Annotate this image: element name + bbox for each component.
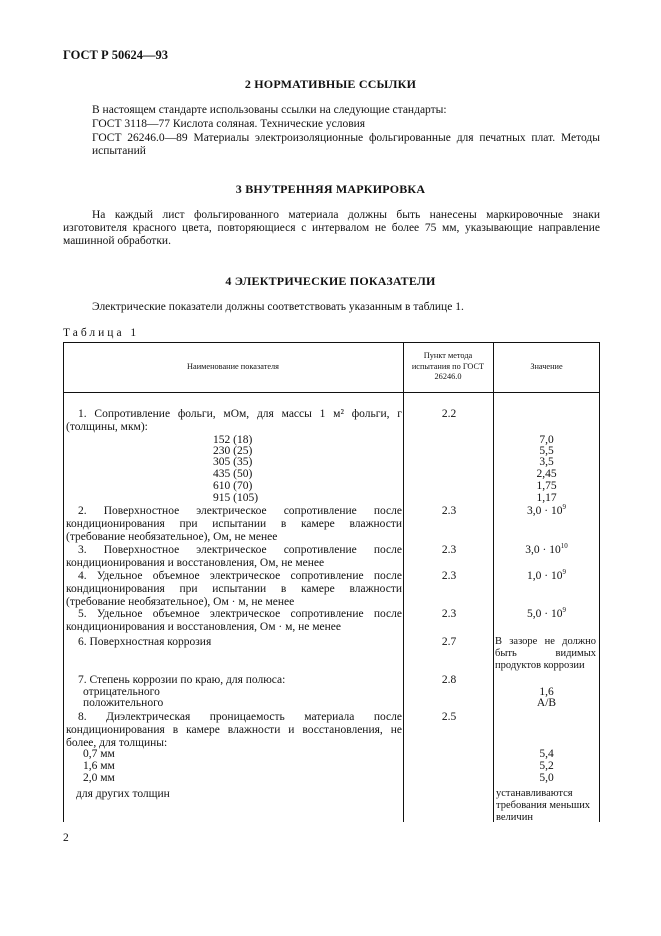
- row-5-method: 2.3: [441, 608, 457, 620]
- row-1d-value: 2,45: [536, 468, 557, 480]
- row-6-method: 2.7: [441, 636, 457, 648]
- row-4-value: [495, 570, 598, 583]
- page-number: 2: [63, 832, 69, 844]
- row-6-value: В зазоре не должно быть видимых продуктов коррозии: [495, 636, 596, 671]
- row-7a-name: отрицательного: [83, 686, 160, 698]
- row-2-value-base: 3,0 · 10: [527, 505, 563, 517]
- row-7b-value: A/B: [536, 697, 557, 709]
- row-1b-value: 5,5: [539, 445, 554, 457]
- row-2-name: 2. Поверхностное электрическое сопротивление после кондиционирования при испытании в камере влажности (требование необязательное), Ом, не менее: [66, 505, 402, 543]
- row-8a-name: 0,7 мм: [83, 748, 115, 760]
- row-4-value-exp: 9: [562, 568, 566, 577]
- row-1e-name: 610 (70): [213, 480, 253, 492]
- row-1a-name: 152 (18): [213, 434, 253, 446]
- row-1f-name: 915 (105): [213, 492, 259, 504]
- section-3-title: 3 ВНУТРЕННЯЯ МАРКИРОВКА: [235, 182, 426, 196]
- row-3-name: 3. Поверхностное электрическое сопротивление после кондиционирования и восстановления, Ом, не менее: [66, 544, 402, 569]
- row-1e-value: 1,75: [536, 480, 557, 492]
- row-8c-value: 5,0: [539, 772, 554, 784]
- row-1d-name: 435 (50): [213, 468, 253, 480]
- section-2-title: 2 НОРМАТИВНЫЕ ССЫЛКИ: [244, 77, 417, 91]
- section-4-text: Электрические показатели должны соответствовать указанным в таблице 1.: [92, 301, 464, 313]
- row-8d-value: устанавливаются требования меньших величин: [496, 788, 591, 824]
- row-4-value-base: 1,0 · 10: [527, 570, 563, 582]
- row-2-value-exp: 9: [562, 503, 566, 512]
- row-2-value: [495, 505, 598, 518]
- row-8d-name: для других толщин: [76, 788, 170, 800]
- table-divider-2: [493, 342, 494, 822]
- row-7-name: 7. Степень коррозии по краю, для полюса:: [78, 674, 286, 686]
- row-8a-value: 5,4: [539, 748, 554, 760]
- header-method: Пункт метода испытания по ГОСТ 26246.0: [411, 351, 485, 382]
- row-8b-name: 1,6 мм: [83, 760, 115, 772]
- table-border-right: [599, 342, 600, 822]
- row-2-method: 2.3: [441, 505, 457, 517]
- row-5-value-exp: 9: [562, 606, 566, 615]
- row-3-value-exp: 10: [560, 542, 568, 551]
- row-1f-value: 1,17: [536, 492, 557, 504]
- row-5-value-base: 5,0 · 10: [527, 608, 563, 620]
- row-8-name: 8. Диэлектрическая проницаемость материала после кондиционирования в камере влажности и восстановления, не более, для толщины:: [66, 711, 402, 749]
- row-1c-name: 305 (35): [213, 456, 253, 468]
- row-5-value: [495, 608, 598, 621]
- row-7b-name: положительного: [83, 697, 164, 709]
- row-1c-value: 3,5: [539, 456, 554, 468]
- electrical-parameters-table: [63, 342, 600, 822]
- row-8b-value: 5,2: [539, 760, 554, 772]
- header-name: Наименование показателя: [187, 361, 279, 371]
- row-4-name: 4. Удельное объемное электрическое сопротивление после кондиционирования при испытании в камере влажности (требование необязательное), Ом · м, не менее: [66, 570, 402, 608]
- row-3-method: 2.3: [441, 544, 457, 556]
- section-4-title: 4 ЭЛЕКТРИЧЕСКИЕ ПОКАЗАТЕЛИ: [225, 274, 436, 288]
- row-8-method: 2.5: [441, 711, 457, 723]
- row-1b-name: 230 (25): [213, 445, 253, 457]
- table-border-left: [63, 342, 64, 822]
- section-2-line-2: ГОСТ 3118—77 Кислота соляная. Технические условия: [92, 118, 366, 130]
- section-2-line-3: [92, 132, 600, 158]
- row-1a-value: 7,0: [539, 434, 554, 446]
- row-8c-name: 2,0 мм: [83, 772, 115, 784]
- row-6-name: 6. Поверхностная коррозия: [78, 636, 212, 648]
- row-3-value-base: 3,0 · 10: [525, 544, 561, 556]
- row-7a-value: 1,6: [539, 686, 554, 698]
- table-header-rule: [63, 392, 600, 393]
- row-1-method: 2.2: [441, 408, 457, 420]
- table-caption: Таблица 1: [63, 327, 140, 339]
- document-code: ГОСТ Р 50624—93: [63, 48, 169, 62]
- section-2-line-1: В настоящем стандарте использованы ссылки на следующие стандарты:: [92, 104, 447, 116]
- section-3-text: На каждый лист фольгированного материала должны быть нанесены маркировочные знаки изготовителя красного цвета, повторяющиеся с интервалом не более 75 мм, указывающие направление машинной обработки.: [63, 209, 600, 247]
- section-2-line-3-text: ГОСТ 26246.0—89 Материалы электроизоляционные фольгированные для печатных плат. Методы испытаний: [92, 132, 600, 157]
- row-5-name: 5. Удельное объемное электрическое сопротивление после кондиционирования и восстановления, Ом · м, не менее: [66, 608, 402, 633]
- row-1-name: 1. Сопротивление фольги, мОм, для массы 1 м² фольги, г (толщины, мкм):: [66, 408, 402, 433]
- header-value: Значение: [530, 361, 563, 371]
- row-7-method: 2.8: [441, 674, 457, 686]
- row-4-method: 2.3: [441, 570, 457, 582]
- row-3-value: [495, 544, 598, 557]
